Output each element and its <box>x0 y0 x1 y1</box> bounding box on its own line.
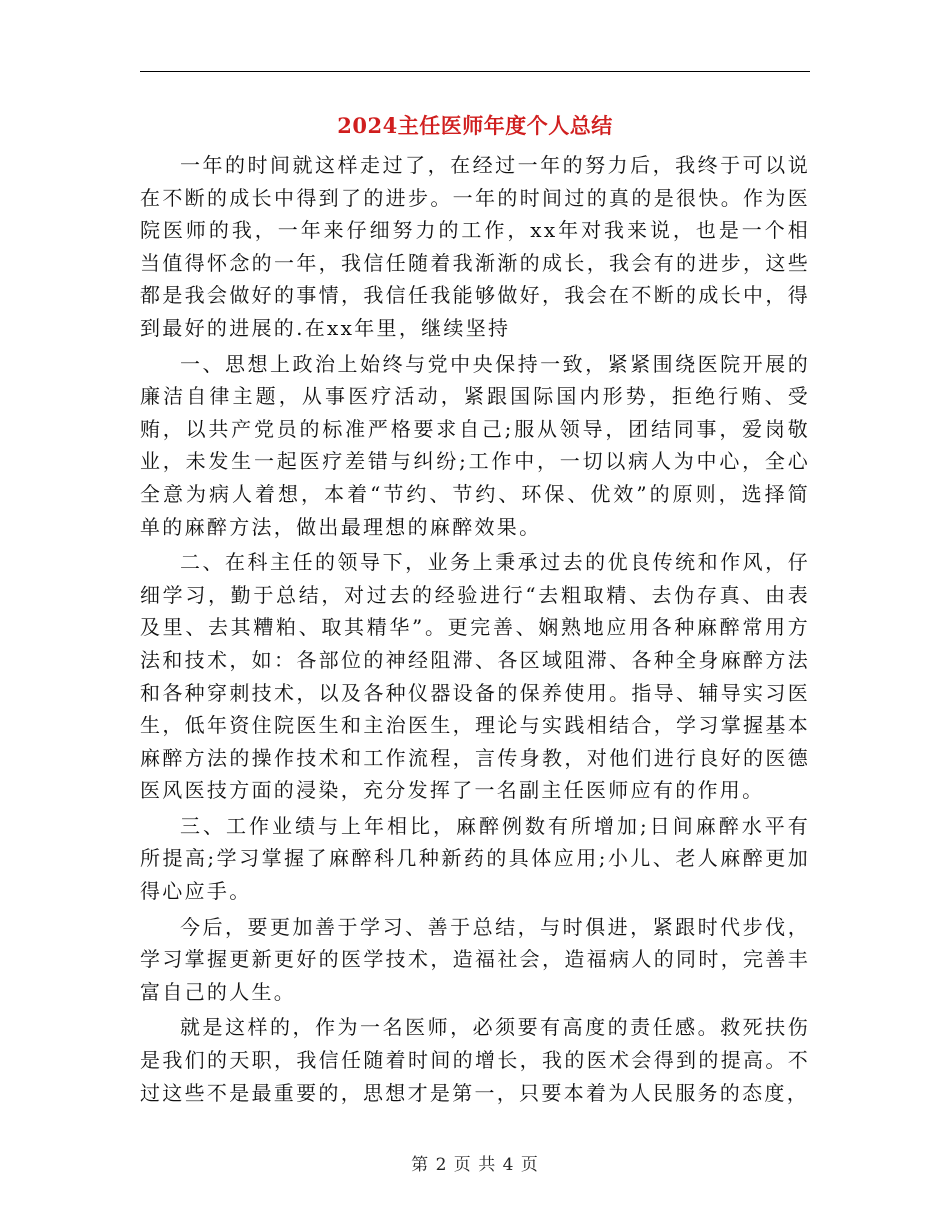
paragraph-section-3: 三、工作业绩与上年相比，麻醉例数有所增加;日间麻醉水平有所提高;学习掌握了麻醉科几种新药的具体应用;小儿、老人麻醉更加得心应手。 <box>140 813 810 904</box>
paragraph-closing: 就是这样的，作为一名医师，必须要有高度的责任感。救死扶伤是我们的天职，我信任随着时间的增长，我的医术会得到的提高。不过这些不是最重要的，思想才是第一，只要本着为人民服务的态度， <box>140 1015 810 1105</box>
page-number-footer: 第 2 页 共 4 页 <box>411 1155 539 1175</box>
paragraph-intro: 一年的时间就这样走过了，在经过一年的努力后，我终于可以说在不断的成长中得到了的进步。一年的时间过的真的是很快。作为医院医师的我，一年来仔细努力的工作，xx年对我来说，也是一个相当值得怀念的一年，我信任随着我渐渐的成长，我会有的进步，这些都是我会做好的事情，我信任我能够做好，我会在不断的成长中，得到最好的进展的.在xx年里，继续坚持 <box>140 153 810 340</box>
document-title: 2024主任医师年度个人总结 <box>337 113 613 138</box>
document-body <box>140 149 810 1112</box>
header-rule <box>140 71 810 72</box>
paragraph-outlook: 今后，要更加善于学习、善于总结，与时俱进，紧跟时代步伐，学习掌握更新更好的医学技术，造福社会，造福病人的同时，完善丰富自己的人生。 <box>140 914 810 1004</box>
paragraph-section-1: 一、思想上政治上始终与党中央保持一致，紧紧围绕医院开展的廉洁自律主题，从事医疗活动，紧跟国际国内形势，拒绝行贿、受贿，以共产党员的标准严格要求自己;服从领导，团结同事，爱岗敬业，未发生一起医疗差错与纠纷;工作中，一切以病人为中心，全心全意为病人着想，本着“节约、节约、环保、优效”的原则，选择简单的麻醉方法，做出最理想的麻醉效果。 <box>140 351 810 539</box>
paragraph-section-2: 二、在科主任的领导下，业务上秉承过去的优良传统和作风，仔细学习，勤于总结，对过去的经验进行“去粗取精、去伪存真、由表及里、去其糟粕、取其精华”。更完善、娴熟地应用各种麻醉常用方法和技术，如：各部位的神经阻滞、各区域阻滞、各种全身麻醉方法和各种穿刺技术，以及各种仪器设备的保养使用。指导、辅导实习医生，低年资住院医生和主治医生，理论与实践相结合，学习掌握基本麻醉方法的操作技术和工作流程，言传身教，对他们进行良好的医德医风医技方面的浸染，充分发挥了一名副主任医师应有的作用。 <box>140 550 810 803</box>
